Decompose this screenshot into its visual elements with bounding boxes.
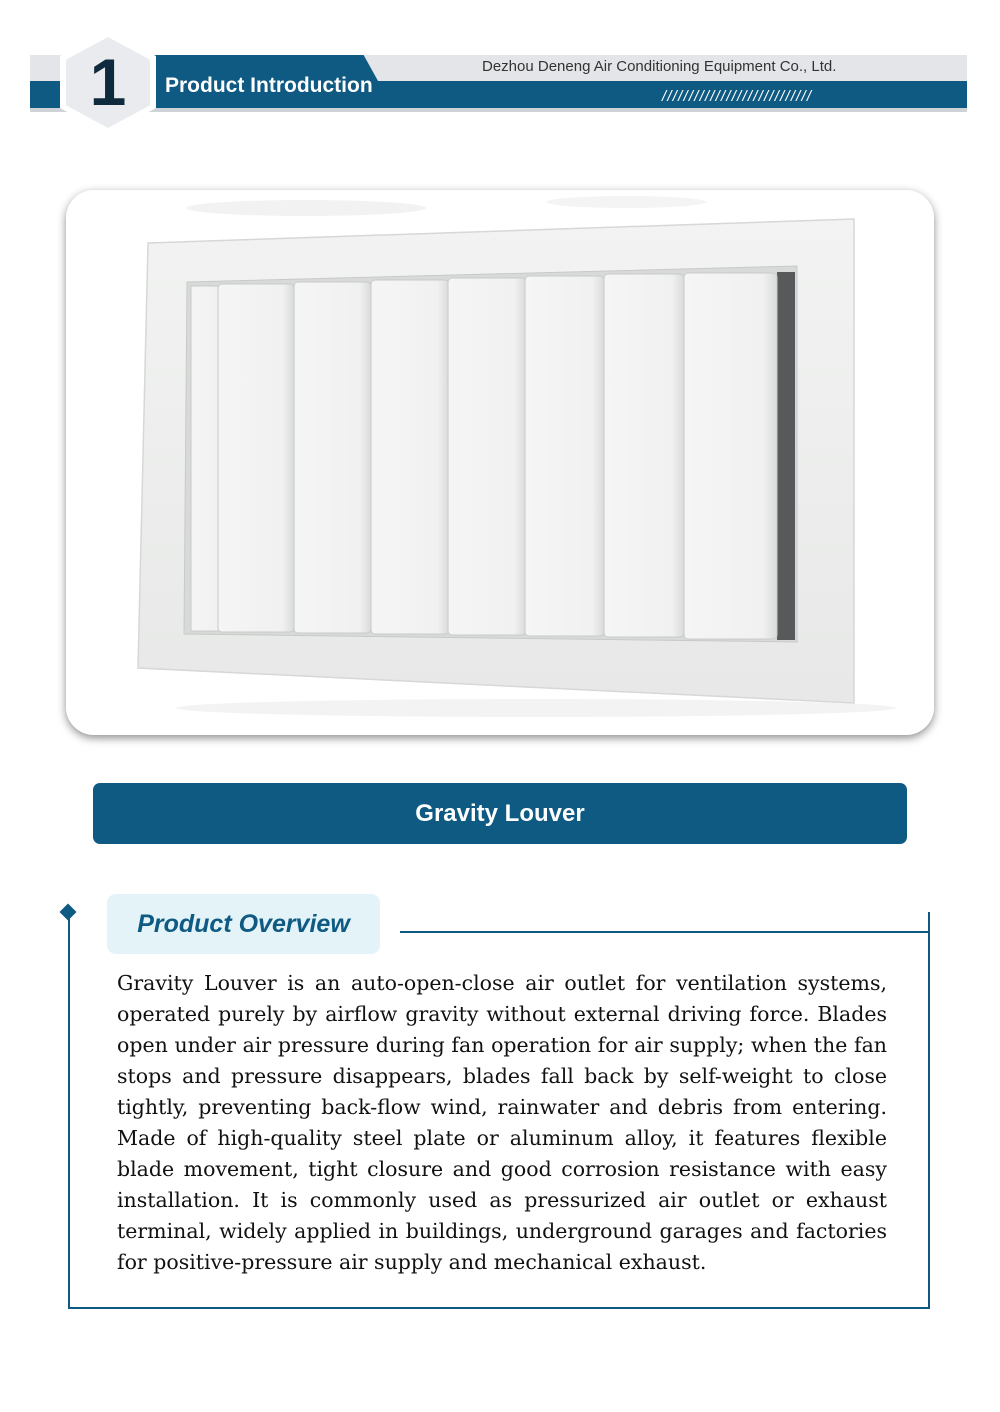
product-name: Gravity Louver — [415, 799, 585, 827]
louver-blades — [191, 273, 777, 639]
header-band-shadow — [30, 108, 967, 112]
overview-body: Gravity Louver is an auto-open-close air outlet for ventilation systems, operated purely by airflow gravity without external driving force. Blades open under air pressure during fan operation for air supply; when the fan stops and pressure disappears, blades fall back by self-weight to close tightly, preventing back-flow wind, rainwater and debris from entering. Made of high-quality steel plate or aluminum alloy, it features flexible blade movement, tight closure and good corrosion resistance with easy installation. It is commonly used as pressurized air outlet or exhaust terminal, widely applied in buildings, underground garages and factories for positive-pressure air supply and mechanical exhaust. — [117, 971, 887, 1274]
product-name-bar — [93, 783, 907, 844]
product-photo — [66, 190, 934, 735]
overview-heading-box — [107, 894, 380, 954]
overview-heading: Product Overview — [137, 909, 350, 938]
decorative-slashes: //////////////////////////// — [662, 88, 813, 105]
section-number: 1 — [89, 45, 127, 119]
overview-top-line — [400, 931, 930, 933]
company-name: Dezhou Deneng Air Conditioning Equipment Co., Ltd. — [482, 58, 837, 75]
product-photo-card — [66, 190, 934, 735]
section-title: Product Introduction — [165, 74, 373, 97]
